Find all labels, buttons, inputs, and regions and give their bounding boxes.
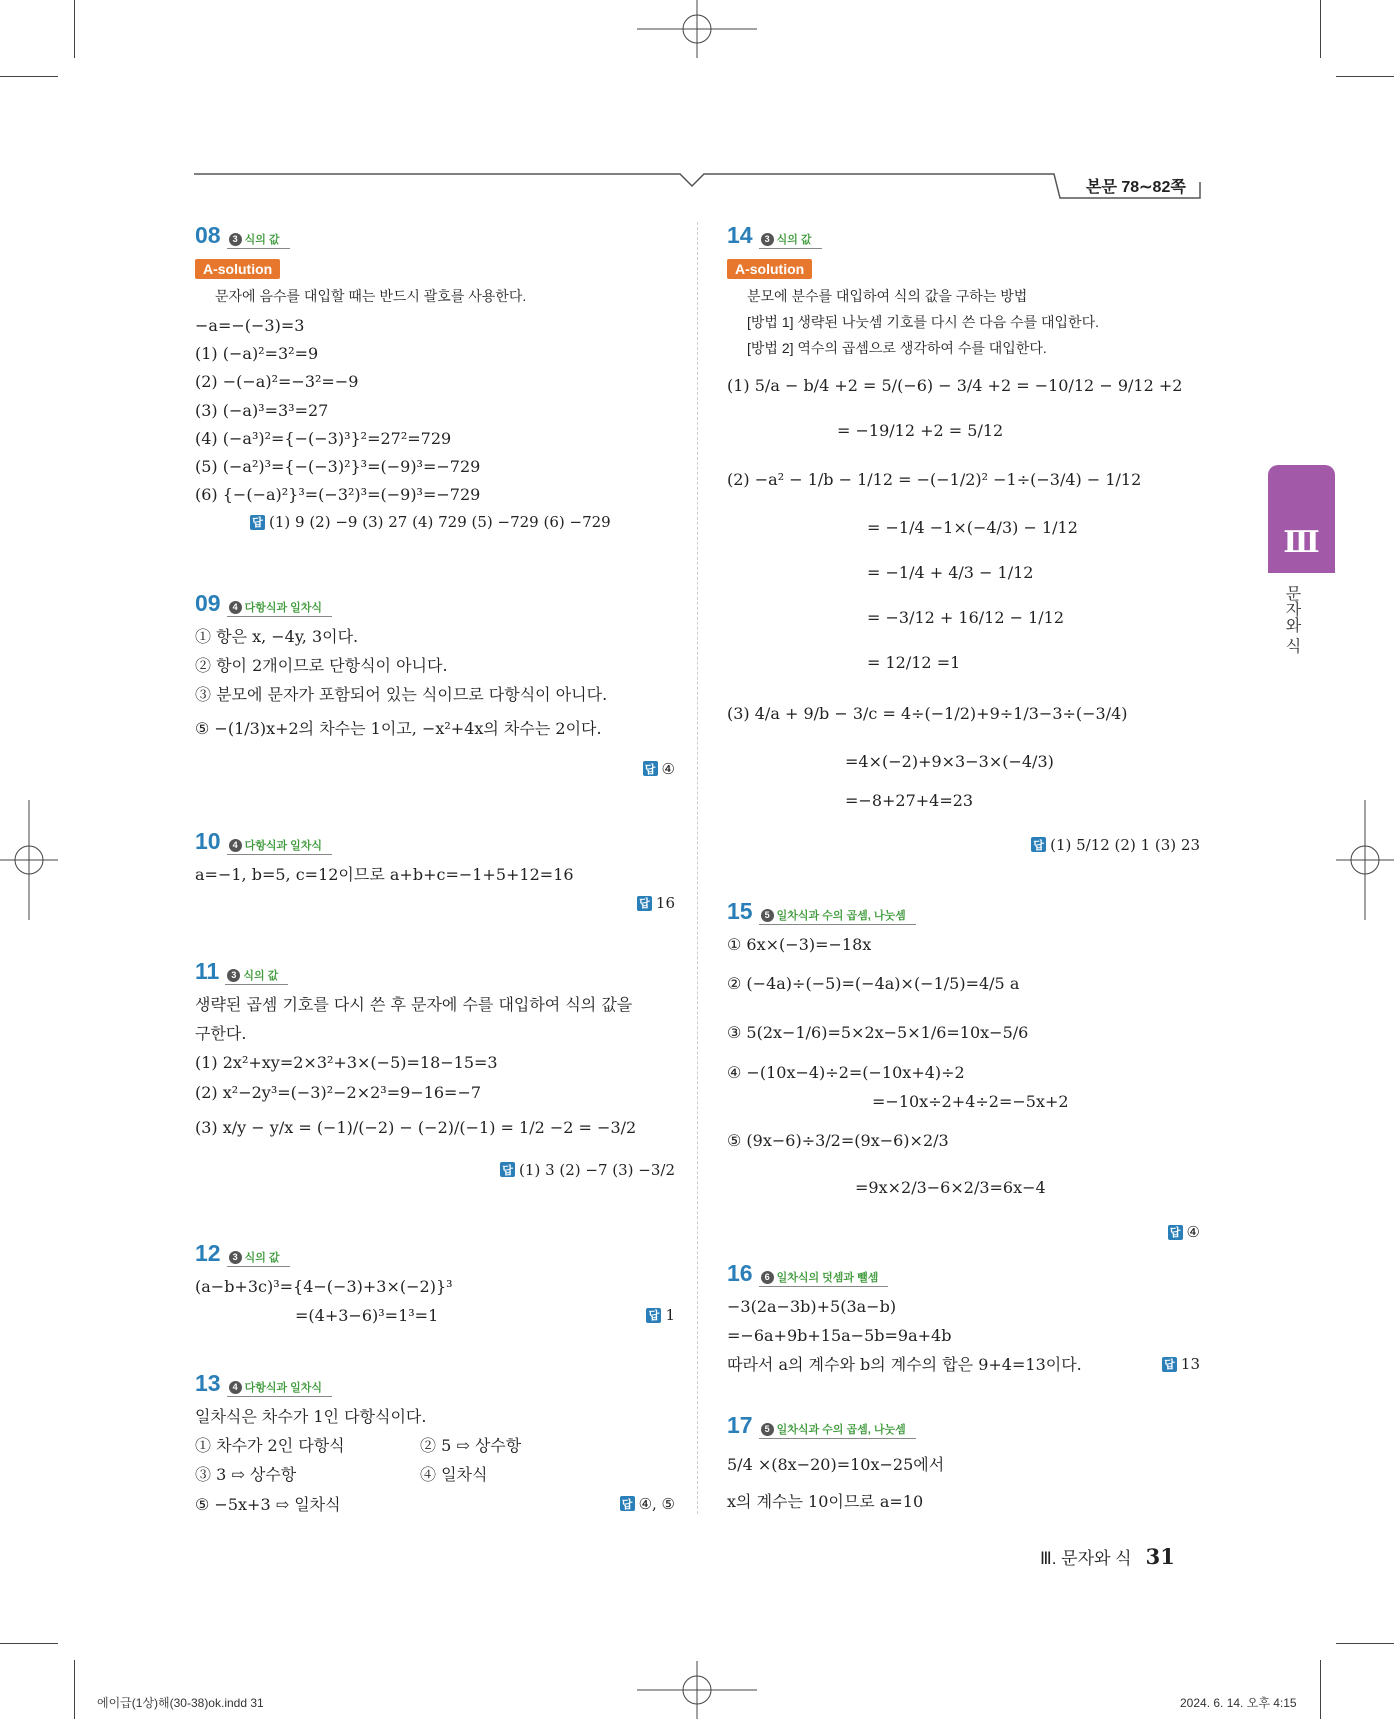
problem-14 <box>727 222 1200 854</box>
print-date-info: 2024. 6. 14. 오후 4:15 <box>1180 1696 1297 1710</box>
problem-number: 10 <box>195 828 221 854</box>
solution-line: 5/4 ×(8x−20)=10x−25에서 <box>727 1455 945 1474</box>
chapter-tab-roman: Ⅲ <box>1283 525 1320 560</box>
solution-line: =(4+3−6)³=1³=1 <box>295 1306 439 1326</box>
answer-mark-icon: 답 <box>637 896 652 911</box>
answer: 답 13 <box>1162 1355 1200 1374</box>
footer-section-title: Ⅲ. 문자와 식 <box>1040 1549 1132 1568</box>
problem-tag: 5 일차식과 수의 곱셈, 나눗셈 <box>759 1421 916 1439</box>
solution-line: (5) (−a²)³={−(−3)²}³=(−9)³=−729 <box>195 456 481 476</box>
solution-line: 구한다. <box>195 1024 247 1044</box>
page-range-title: 본문 78∼82쪽 <box>1086 179 1186 196</box>
problem-tag: 4 다항식과 일차식 <box>227 837 332 855</box>
problem-11 <box>195 958 675 1179</box>
a-solution-text: [방법 1] 생략된 나눗셈 기호를 다시 쓴 다음 수를 대입한다. <box>747 314 1099 330</box>
solution-line: =4×(−2)+9×3−3×(−4/3) <box>845 751 1054 771</box>
solution-line: ① 차수가 2인 다항식 <box>195 1436 345 1456</box>
solution-line: −a=−(−3)=3 <box>195 316 305 335</box>
answer: 답 ④, ⑤ <box>620 1495 675 1514</box>
header-rule <box>194 168 1204 206</box>
solution-line: (6) {−(−a)²}³=(−3²)³=(−9)³=−729 <box>195 485 481 505</box>
answer: 답 (1) 3 (2) −7 (3) −3/2 <box>195 1161 675 1179</box>
chapter-tab <box>1268 465 1335 573</box>
solution-line: ③ 5(2x−1/6)=5×2x−5×1/6=10x−5/6 <box>727 1023 1029 1043</box>
answer: 답 (1) 5/12 (2) 1 (3) 23 <box>727 836 1200 854</box>
answer: 답 1 <box>646 1306 675 1325</box>
solution-line: −3(2a−3b)+5(3a−b) <box>727 1297 897 1316</box>
solution-line: (a−b+3c)³={4−(−3)+3×(−2)}³ <box>195 1277 453 1296</box>
page-footer <box>1040 1544 1175 1569</box>
solution-line: = 12/12 =1 <box>867 653 961 673</box>
answer-mark-icon: 답 <box>643 761 658 776</box>
problem-tag: 5 일차식과 수의 곱셈, 나눗셈 <box>759 907 916 925</box>
page-number: 31 <box>1145 1544 1175 1569</box>
a-solution-label: A-solution <box>727 259 812 279</box>
problem-tag: 3 식의 값 <box>759 231 822 249</box>
solution-line: 생략된 곱셈 기호를 다시 쓴 후 문자에 수를 대입하여 식의 값을 <box>195 995 633 1014</box>
solution-line: ⑤ −5x+3 ⇨ 일차식 <box>195 1494 341 1514</box>
solution-line: ⑤ (9x−6)÷3/2=(9x−6)×2/3 <box>727 1130 949 1150</box>
solution-line: ④ −(10x−4)÷2=(−10x+4)÷2 <box>727 1062 965 1082</box>
crop-mark <box>1336 1643 1394 1644</box>
solution-line: (1) 2x²+xy=2×3²+3×(−5)=18−15=3 <box>195 1053 498 1073</box>
solution-line: ③ 3 ⇨ 상수항 <box>195 1465 297 1485</box>
solution-line: a=−1, b=5, c=12이므로 a+b+c=−1+5+12=16 <box>195 865 574 884</box>
print-file-info: 에이급(1상)해(30-38)ok.indd 31 <box>97 1696 264 1710</box>
answer-mark-icon: 답 <box>1162 1357 1177 1372</box>
a-solution-text: 분모에 분수를 대입하여 식의 값을 구하는 방법 <box>747 288 1028 304</box>
problem-10 <box>195 828 675 912</box>
problem-09 <box>195 590 675 778</box>
problem-number: 15 <box>727 898 753 924</box>
solution-line: =−8+27+4=23 <box>845 790 974 810</box>
chapter-tab-label: 문자와 식 <box>1283 585 1300 654</box>
crop-mark <box>0 1643 58 1644</box>
solution-line: (3) 4/a + 9/b − 3/c = 4÷(−1/2)+9÷1/3−3÷(−3/4) <box>727 704 1128 724</box>
answer: 답 ④ <box>727 1223 1200 1241</box>
crop-mark <box>1320 0 1321 58</box>
answer-mark-icon: 답 <box>1031 837 1046 852</box>
solution-line: (2) −a² − 1/b − 1/12 = −(−1/2)² −1÷(−3/4) − 1/12 <box>727 470 1142 490</box>
problem-17 <box>727 1412 1200 1511</box>
a-solution-text: 문자에 음수를 대입할 때는 반드시 괄호를 사용한다. <box>215 288 527 304</box>
problem-12 <box>195 1240 675 1325</box>
solution-line: ③ 분모에 문자가 포함되어 있는 식이므로 다항식이 아니다. <box>195 685 608 705</box>
solution-line: = −1/4 −1×(−4/3) − 1/12 <box>867 517 1078 537</box>
problem-13 <box>195 1370 675 1514</box>
crop-mark <box>0 76 58 77</box>
answer: 답 (1) 9 (2) −9 (3) 27 (4) 729 (5) −729 (6) −729 <box>250 513 675 531</box>
solution-line: (2) x²−2y³=(−3)²−2×2³=9−16=−7 <box>195 1082 482 1102</box>
registration-mark-bottom <box>637 1661 757 1719</box>
solution-line: ⑤ −(1/3)x+2의 차수는 1이고, −x²+4x의 차수는 2이다. <box>195 718 602 738</box>
solution-line: =9x×2/3−6×2/3=6x−4 <box>855 1178 1046 1198</box>
solution-line: = −3/12 + 16/12 − 1/12 <box>867 607 1065 627</box>
solution-line: =−6a+9b+15a−5b=9a+4b <box>727 1326 952 1346</box>
problem-15 <box>727 898 1200 1241</box>
crop-mark <box>1320 1660 1321 1719</box>
registration-mark-right <box>1336 800 1394 920</box>
solution-line: (4) (−a³)²={−(−3)³}²=27²=729 <box>195 428 452 448</box>
solution-line: = −19/12 +2 = 5/12 <box>837 421 1004 441</box>
crop-mark <box>74 0 75 58</box>
problem-tag: 3 식의 값 <box>227 231 290 249</box>
problem-number: 17 <box>727 1412 753 1438</box>
a-solution-text: [방법 2] 역수의 곱셈으로 생각하여 수를 대입한다. <box>747 340 1047 356</box>
solution-line: =−10x÷2+4÷2=−5x+2 <box>872 1091 1069 1111</box>
answer-mark-icon: 답 <box>1168 1225 1183 1240</box>
answer-mark-icon: 답 <box>250 515 265 530</box>
crop-mark <box>1336 76 1394 77</box>
column-divider <box>697 222 698 1514</box>
crop-mark <box>74 1660 75 1719</box>
solution-line: 따라서 a의 계수와 b의 계수의 합은 9+4=13이다. <box>727 1355 1082 1375</box>
a-solution-label: A-solution <box>195 259 280 279</box>
registration-mark-top <box>637 0 757 58</box>
problem-number: 14 <box>727 222 753 248</box>
solution-line: ① 항은 x, −4y, 3이다. <box>195 627 359 646</box>
problem-number: 11 <box>195 958 220 984</box>
solution-line: ① 6x×(−3)=−18x <box>727 935 872 954</box>
problem-number: 13 <box>195 1370 221 1396</box>
solution-line: (3) (−a)³=3³=27 <box>195 400 329 420</box>
solution-line: x의 계수는 10이므로 a=10 <box>727 1492 924 1512</box>
solution-line: = −1/4 + 4/3 − 1/12 <box>867 562 1034 582</box>
problem-08 <box>195 222 675 531</box>
problem-number: 12 <box>195 1240 221 1266</box>
answer-mark-icon: 답 <box>500 1162 515 1177</box>
solution-line: (2) −(−a)²=−3²=−9 <box>195 372 359 392</box>
solution-line: (1) 5/a − b/4 +2 = 5/(−6) − 3/4 +2 = −10/12 − 9/12 +2 <box>727 376 1183 395</box>
problem-tag: 4 다항식과 일차식 <box>227 599 332 617</box>
answer: 답 16 <box>195 894 675 912</box>
problem-tag: 3 식의 값 <box>227 1249 290 1267</box>
problem-number: 09 <box>195 590 221 616</box>
answer: 답 ④ <box>195 760 675 778</box>
problem-number: 16 <box>727 1260 753 1286</box>
solution-line: (3) x/y − y/x = (−1)/(−2) − (−2)/(−1) = 1/2 −2 = −3/2 <box>195 1117 637 1137</box>
solution-line: 일차식은 차수가 1인 다항식이다. <box>195 1407 427 1426</box>
problem-tag: 6 일차식의 덧셈과 뺄셈 <box>759 1269 889 1287</box>
problem-tag: 4 다항식과 일차식 <box>227 1379 332 1397</box>
solution-line: ② (−4a)÷(−5)=(−4a)×(−1/5)=4/5 a <box>727 974 1020 994</box>
solution-line: ② 5 ⇨ 상수항 <box>420 1436 522 1456</box>
solution-line: ② 항이 2개이므로 단항식이 아니다. <box>195 656 448 676</box>
answer-mark-icon: 답 <box>646 1308 661 1323</box>
problem-16 <box>727 1260 1200 1375</box>
solution-line: ④ 일차식 <box>420 1465 488 1485</box>
registration-mark-left <box>0 800 58 920</box>
solution-line: (1) (−a)²=3²=9 <box>195 344 319 364</box>
answer-mark-icon: 답 <box>620 1496 635 1511</box>
problem-number: 08 <box>195 222 221 248</box>
problem-tag: 3 식의 값 <box>225 967 288 985</box>
